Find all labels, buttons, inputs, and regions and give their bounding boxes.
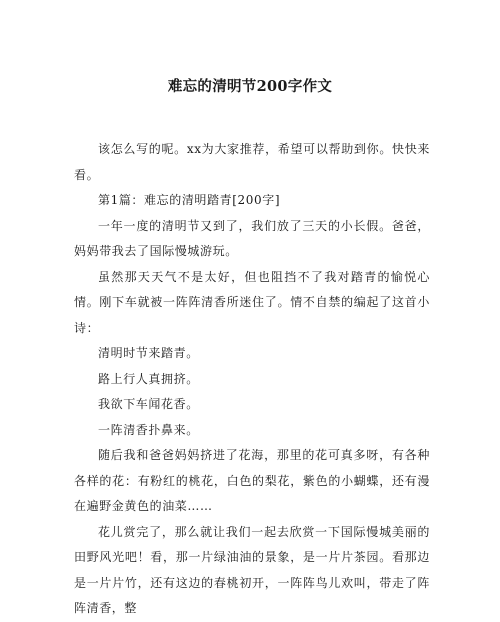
document-body: [74, 137, 430, 622]
poem-line: 一阵清香扑鼻来。: [98, 422, 199, 437]
section-heading: 第1篇：难忘的清明踏青[200字]: [98, 193, 281, 207]
body-paragraph: 花儿赏完了，那么就让我们一起去欣赏一下国际慢城美丽的田野风光吧！看，那一片绿油油的景象，是一片片茶园。看那边是一片片竹，还有这边的春桃初开，一阵阵鸟儿欢叫，带走了阵阵清香，整: [74, 524, 430, 615]
poem-line: 我欲下车闻花香。: [98, 397, 199, 411]
document-title: 难忘的清明节200字作文: [167, 78, 333, 95]
body-paragraph: 随后我和爸爸妈妈挤进了花海，那里的花可真多呀，有各种各样的花：有粉红的桃花，白色的梨花，紫色的小蝴蝶，还有漫在遍野金黄色的油菜……: [74, 448, 430, 513]
poem-line: 清明时节来踏青。: [98, 346, 199, 360]
intro-paragraph: 该怎么写的呢。xx为大家推荐，希望可以帮助到你。快快来看。: [74, 142, 430, 182]
poem-line: 路上行人真拥挤。: [98, 371, 199, 386]
body-paragraph: 一年一度的清明节又到了，我们放了三天的小长假。爸爸，妈妈带我去了国际慢城游玩。: [74, 218, 430, 258]
body-paragraph: 虽然那天天气不是太好，但也阻挡不了我对踏青的愉悦心情。刚下车就被一阵阵清香所迷住了。情不自禁的编起了这首小诗：: [74, 269, 430, 335]
